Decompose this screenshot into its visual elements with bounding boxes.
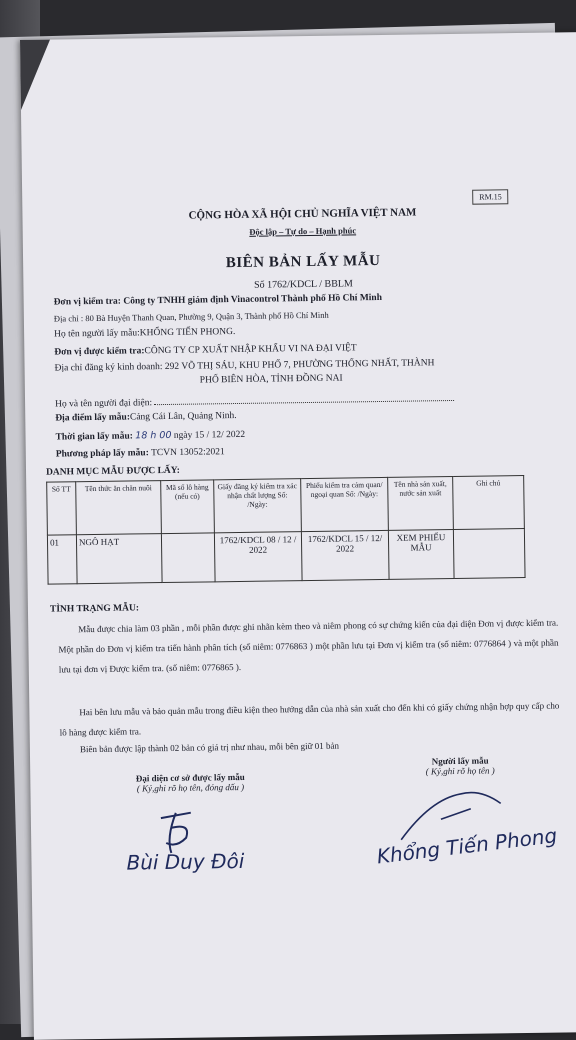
right-signature-name: Khổng Tiến Phong [375, 823, 559, 869]
representative-line: Họ và tên người đại diện: [55, 392, 454, 410]
status-paragraph-1: Mẫu được chia làm 03 phần , mỗi phần được ghi nhãn kèm theo và niêm phong có sự chứng kiến của đại diện Đơn vị được kiểm tra. Một phần do Đơn vị kiểm tra tiến hành phân tích (số niêm: 0776863 ) một phần lưu tại Đơn vị kiểm tra (số niêm: 0776864 ) và một phần lưu tại đơn vị Được kiểm tra. (số niêm: 0776865 ). [58, 617, 559, 675]
location-line: Địa điểm lấy mẫu:Cảng Cái Lân, Quảng Ninh. [55, 411, 237, 424]
national-title: CỘNG HÒA XÃ HỘI CHỦ NGHĨA VIỆT NAM [188, 206, 417, 222]
status-paragraph-3: Biên bản được lập thành 02 bản có giá trị như nhau, mỗi bên giữ 01 bản [79, 740, 340, 755]
right-signature-note: ( Ký,ghi rõ họ tên ) [425, 765, 495, 777]
header-feed-name: Tên thức ăn chăn nuôi [76, 481, 162, 535]
table-header-row [47, 476, 525, 536]
time-line: Thời gian lấy mẫu: 18 h 00 ngày 15 / 12/ 2022 [55, 429, 246, 443]
business-address-line-2: PHỐ BIÊN HÒA, TỈNH ĐỒNG NAI [199, 373, 343, 386]
header-inspection: Phiếu kiểm tra cảm quan/ ngoại quan Số: /Ngày: [301, 477, 389, 531]
right-signature-block [360, 755, 560, 778]
folded-corner [20, 40, 51, 110]
header-notes: Ghi chú [453, 476, 525, 530]
header-no: Số TT [47, 482, 77, 535]
left-signature-note: ( Ký,ghi rõ họ tên, đóng dấu ) [136, 781, 245, 794]
document-title: BIÊN BẢN LẤY MẪU [225, 252, 381, 272]
sampler-line: Họ tên người lấy mẫu:KHỔNG TIẾN PHONG. [54, 327, 236, 340]
status-heading: TÌNH TRẠNG MẪU: [49, 603, 140, 615]
status-paragraph-2: Hai bên lưu mẫu và bảo quản mẫu trong điều kiện theo hướng dẫn của nhà sản xuất cho đến khi có giấy chứng nhận hợp quy cấp cho lô hàng được kiểm tra. [59, 700, 560, 738]
cell-notes [453, 529, 525, 579]
cell-producer: XEM PHIẾU MẪU [388, 529, 454, 579]
table-caption: DANH MỤC MẪU ĐƯỢC LẤY: [45, 465, 180, 478]
document-page [20, 32, 576, 1040]
cell-inspection: 1762/KDCL 15 / 12/ 2022 [301, 530, 389, 580]
cell-lot [161, 533, 215, 583]
form-code: RM.15 [472, 189, 509, 205]
method-line: Phương pháp lấy mẫu: TCVN 13052:2021 [55, 447, 225, 460]
sample-table [46, 475, 525, 585]
address-line: Địa chỉ : 80 Bà Huyện Thanh Quan, Phường 9, Quận 3, Thành phố Hồ Chí Minh [53, 309, 329, 324]
business-address-line: Địa chỉ đăng ký kinh doanh: 292 VÕ THỊ SÁU, KHU PHỐ 7, PHƯỜNG THỐNG NHẤT, THÀNH [54, 358, 435, 374]
document-number: Số 1762/KDCL / BBLM [253, 278, 353, 291]
cell-feed-name: NGÔ HẠT [76, 534, 162, 584]
left-signature-title: Đại diện cơ sở được lấy mẫu [135, 771, 245, 784]
left-signature-name: Bùi Duy Đôi [126, 848, 245, 875]
cell-registration: 1762/KDCL 08 / 12 / 2022 [214, 532, 302, 582]
cell-no: 01 [47, 535, 77, 584]
right-signature-title: Người lấy mẫu [431, 755, 489, 767]
motto: Độc lập – Tự do – Hạnh phúc [249, 225, 357, 237]
inspector-line: Đơn vị kiểm tra: Công ty TNHH giám định Vinacontrol Thành phố Hồ Chí Minh [53, 292, 383, 308]
header-registration: Giấy đăng ký kiểm tra xác nhận chất lượng Số: /Ngày: [214, 479, 302, 533]
header-lot: Mã số lô hàng (nếu có) [161, 480, 215, 534]
inspected-unit-line: Đơn vị được kiểm tra:CÔNG TY CP XUẤT NHẬP KHẨU VI NA ĐẠI VIỆT [54, 343, 357, 358]
table-row [47, 529, 525, 585]
header-producer: Tên nhà sản xuất, nước sản xuất [388, 477, 454, 531]
left-signature-block [90, 771, 290, 794]
